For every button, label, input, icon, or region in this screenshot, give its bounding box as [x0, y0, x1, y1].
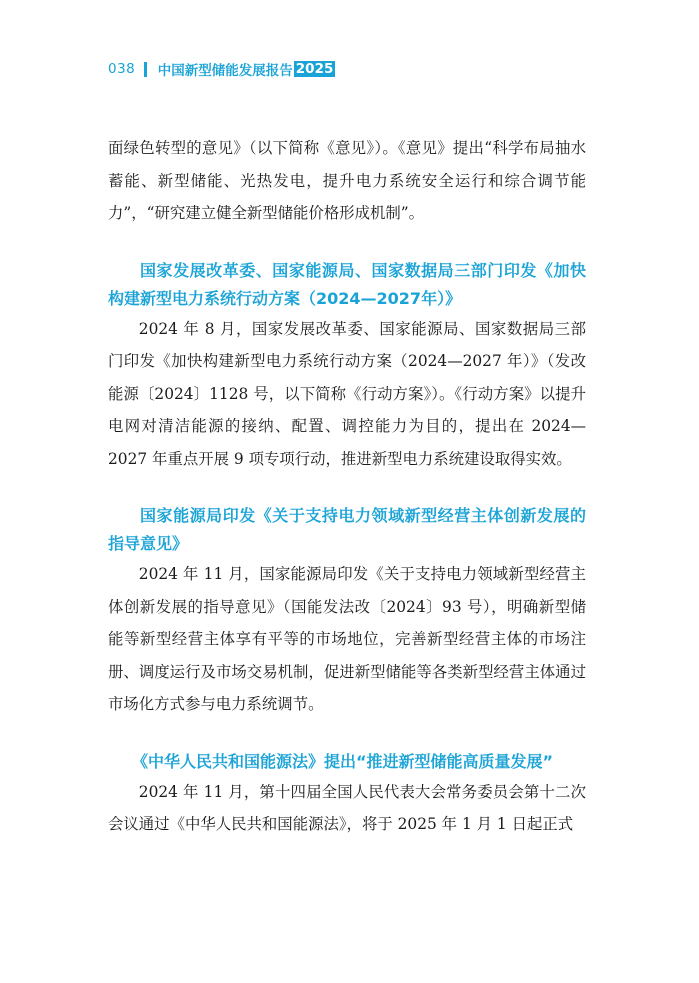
report-year: 2025 [295, 61, 334, 77]
header-divider [144, 62, 147, 77]
report-title: 中国新型储能发展报告 [157, 63, 293, 79]
section-body-energy-law: 2024 年 11 月，第十四届全国人民代表大会常务委员会第十二次会议通过《中华人民共和国能源法》，将于 2025 年 1 月 1 日起正式 [108, 782, 586, 833]
section-body-guidance: 2024 年 11 月，国家能源局印发《关于支持电力领域新型经营主体创新发展的指导意见》（国能发法改〔2024〕93 号），明确新型储能等新型经营主体享有平等的市场地位，完善新型经营主体的市场注册、调度运行及市场交易机制，促进新型储能等各类新型经营主体通过市场化方式参与电力系统调节。 [108, 565, 586, 713]
intro-paragraph: 面绿色转型的意见》（以下简称《意见》）。《意见》提出“科学布局抽水蓄能、新型储能、光热发电，提升电力系统安全运行和综合调节能力”，“研究建立健全新型储能价格形成机制”。 [108, 139, 586, 222]
page-number: 038 [108, 61, 136, 77]
page-body [108, 132, 586, 841]
section-heading-action-plan: 国家发展改革委、国家能源局、国家数据局三部门印发《加快构建新型电力系统行动方案（2024—2027年）》 [108, 260, 586, 308]
section-heading-energy-law: 《中华人民共和国能源法》提出“推进新型储能高质量发展” [132, 751, 554, 771]
section-heading-guidance: 国家能源局印发《关于支持电力领域新型经营主体创新发展的指导意见》 [108, 506, 586, 553]
page-header [108, 58, 335, 80]
section-body-action-plan: 2024 年 8 月，国家发展改革委、国家能源局、国家数据局三部门印发《加快构建新型电力系统行动方案（2024—2027 年）》（发改能源〔2024〕1128 号，以下简称《行动方案》）。《行动方案》以提升电网对清洁能源的接纳、配置、调控能力为目的，提出在 2024—2027 年重点开展 9 项专项行动，推进新型电力系统建设取得实效。 [108, 319, 586, 468]
